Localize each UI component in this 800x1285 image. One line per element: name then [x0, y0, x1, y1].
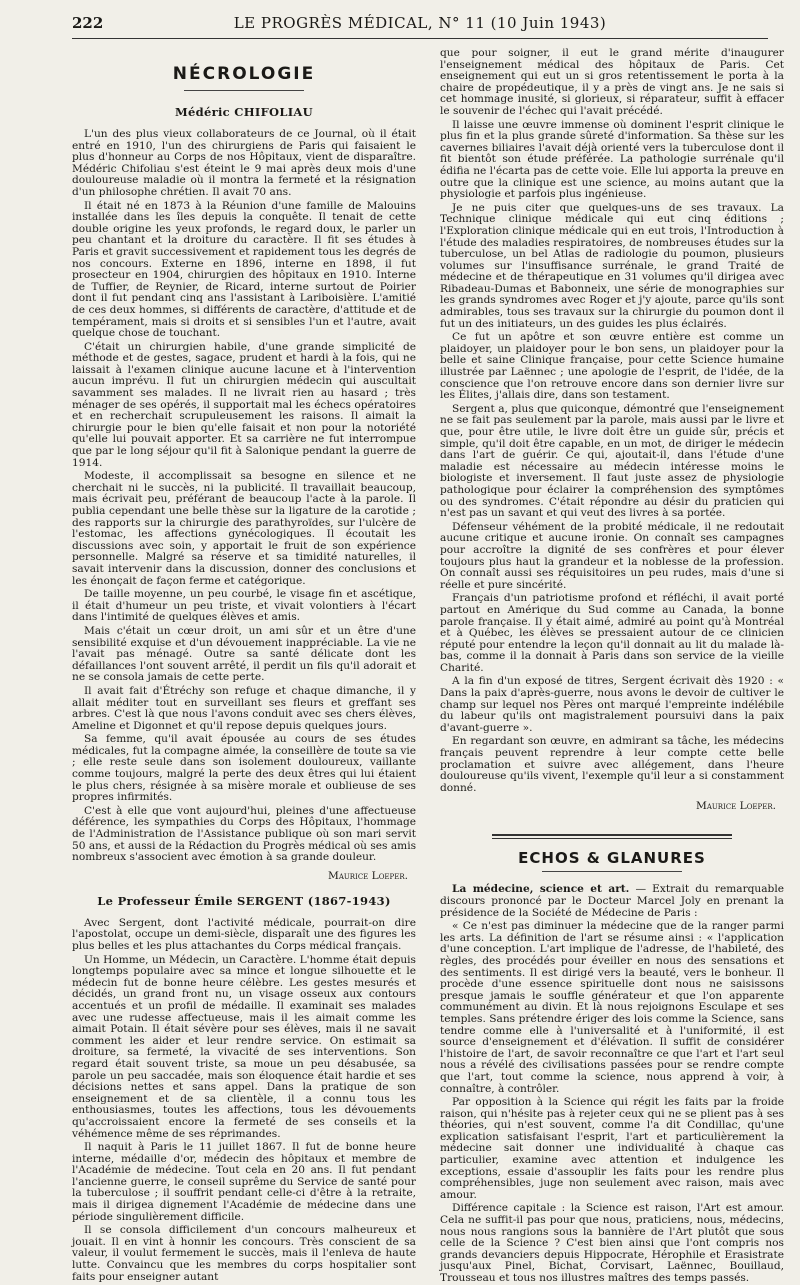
- necrologie-rule: [184, 90, 304, 91]
- paragraph: L'un des plus vieux collaborateurs de ce Journal, où il était entré en 1910, l'un des chirurgiens de Paris qui faisaient le plus d'honneur au Corps de nos Hôpitaux, vient de disparaître. Médéric Chifoliau s'est éteint le 9 mai après deux mois d'une douloureuse maladie où il montra la fermeté et la résignation d'un philosophe chrétien. Il avait 70 ans.: [72, 128, 416, 198]
- paragraph: Sa femme, qu'il avait épousée au cours de ses études médicales, fut la compagne aimée, la conseillère de toute sa vie ; elle reste seule dans son isolement douloureux, vaillante comme toujours, malgré la perte des deux êtres qui lui étaient le plus chers, résignée à sa misère morale et oublieuse de ses propres infirmités.: [72, 733, 416, 804]
- paragraph: Ce fut un apôtre et son œuvre entière est comme un plaidoyer, un plaidoyer pour le bon sens, un plaidoyer pour la belle et saine Clinique française, pour cette Science humaine illustrée par Laënnec ; une apologie de l'esprit, de l'idée, de la conscience que l'on retrouve encore dans son dernier livre sur les Élites, j'allais dire, dans son testament.: [440, 331, 784, 402]
- paragraph: C'est à elle que vont aujourd'hui, pleines d'une affectueuse déférence, les sympathies du Corps des Hôpitaux, l'hommage de l'Administration de l'Assistance publique où son mari servit 50 ans, et aussi de la Rédaction du Progrès médical où ses amis nombreux s'associent avec émotion à sa grande douleur.: [72, 804, 417, 864]
- paragraph: Français d'un patriotisme profond et réfléchi, il avait porté partout en Amérique du Sud comme au Canada, la bonne parole française. Il y était aimé, admiré au point qu'à Montréal et à Québec, les élèves se pressaient autour de ce clinicien réputé pour entendre la leçon qu'il donnait au lit du malade là-bas, comme il la donnait à Paris dans son service de la vieille Charité.: [440, 592, 784, 674]
- paragraph: De taille moyenne, un peu courbé, le visage fin et ascétique, il était d'humeur un peu triste, et vivait volontiers à l'écart dans l'intimité de quelques élèves et amis.: [72, 588, 416, 624]
- necrologie-title: NÉCROLOGIE: [172, 64, 316, 84]
- paragraph: Défenseur véhément de la probité médicale, il ne redoutait aucune critique et aucune ironie. On connaît ses campagnes pour accroître la dignité de ses confrères et pour élever toujours plus haut la grandeur et la noblesse de la profession. On connaît aussi ses réquisitoires un peu rudes, mais d'une si réelle et pure sincérité.: [440, 520, 784, 591]
- article-title-chifoliau: Médéric CHIFOLIAU: [175, 105, 313, 119]
- header-rule: [72, 38, 768, 39]
- signature-loeper: Maurice Loeper.: [327, 869, 408, 882]
- left-column: [72, 48, 417, 1283]
- paragraph: Je ne puis citer que quelques-uns de ses travaux. La Technique clinique médicale qui eut cinq éditions ; l'Exploration clinique médicale qui en eut trois, l'Introduction à l'étude des maladies respiratoires, de nombreuses études sur la tuberculose, un bel Atlas de radiologie du poumon, plusieurs volumes sur l'insuffisance surrénale, le grand Traité de médecine et de thérapeutique en 31 volumes qu'il dirigea avec Ribadeau-Dumas et Babonneix, une série de monographies sur les grands syndromes avec Roger et j'y ajoute, parce qu'ils sont admirables, tous ses travaux sur la chirurgie du poumon dont il fut un des initiateurs, un des guides les plus éclairés.: [440, 201, 784, 330]
- article-title-sergent: Le Professeur Émile SERGENT (1867-1943): [97, 893, 391, 908]
- page-header: [72, 14, 768, 36]
- paragraph: Sergent a, plus que quiconque, démontré que l'enseignement ne se fait pas seulement par la parole, mais aussi par le livre et que, pour être utile, le livre doit être un guide sûr, précis et simple, qu'il doit être capable, en un mot, de diriger le médecin dans l'art de guérir. Ce qui, ajoutait-il, dans l'étude d'une maladie est nécessaire au médecin intéresse moins le biologiste et inversement. Il faut juste assez de physiologie pathologique pour éclairer la compréhension des symptômes ou des syndromes. C'était répondre au désir du praticien qui n'est pas un savant et qui veut des livres à sa portée.: [440, 402, 784, 520]
- right-column: [440, 47, 785, 1284]
- paragraph-text: — Extrait du remarquable discours prononcé par le Docteur Marcel Joly en prenant la présidence de la Société de Médecine de Paris :: [440, 883, 785, 919]
- paragraph: Il se consola difficilement d'un concours malheureux et jouait. Il en vint à honnir les concours. Très conscient de sa valeur, il voulut fermement le succès, mais il l'enleva de haute lutte. Convaincu que les membres du corps hospitalier sont faits pour enseigner autant: [72, 1224, 416, 1283]
- paragraph: Il avait fait d'Étréchy son refuge et chaque dimanche, il y allait méditer tout en surveillant ses fleurs et greffant ses arbres. C'est là que nous l'avons conduit avec ses chers élèves, Ameline et Digonnet et qu'il repose depuis quelques jours.: [72, 684, 416, 732]
- paragraph: C'était un chirurgien habile, d'une grande simplicité de méthode et de gestes, sagace, prudent et hardi à la fois, qui ne laissait à l'examen clinique aucune lacune et à l'intervention aucun imprévu. Il fut un chirurgien médecin qui auscultait savamment ses malades. Il ne livrait rien au hasard ; très ménager de ses opérés, il supportait mal les échecs opératoires et en recherchait scrupuleusement les raisons. Il aimait la chirurgie pour le bien qu'elle faisait et non pour la notoriété qu'elle lui pouvait apporter. Et sa carrière ne fut interrompue que par le long séjour qu'il fit à Salonique pendant la guerre de 1914.: [72, 340, 416, 469]
- paragraph: « Ce n'est pas diminuer la médecine que de la ranger parmi les arts. La définition de l'art se résume ainsi : « l'application d'une conception. L'art implique de l'adresse, de l'habileté, des règles, des procédés pour éveiller en nous des sensations et des sentiments. Il est dirigé vers la beauté, vers le bonheur. Il procède d'une essence spirituelle dont nous ne saisissons presque jamais le souffle générateur et que l'on apparente communément au divin. Et là nous rejoignons Esculape et ses temples. Sans prétendre ériger des lois comme la Science, sans tendre comme elle à l'universalité et à l'uniformité, il est source d'enseignement et d'élévation. Il suffit de considérer l'histoire de l'art, de savoir reconnaître ce que l'art et l'art seul nous a révélé des civilisations passées pour se rendre compte que l'art, tout comme la science, nous apprend à voir, à connaître, à contrôler.: [440, 920, 784, 1095]
- paragraph: Modeste, il accomplissait sa besogne en silence et ne cherchait ni le succès, ni la publicité. Il travaillait beaucoup, mais écrivait peu, préférant de beaucoup l'acte à la parole. Il publia cependant une belle thèse sur la ligature de la carotide ; des rapports sur la chirurgie des parathyroïdes, sur l'ulcère de l'estomac, les affections gynécologiques. Il écoutait les discussions avec soin, y apportait le fruit de son expérience personnelle. Malgré sa réserve et sa timidité naturelles, il savait intervenir dans la discussion, donner des conclusions et les énonçait de façon ferme et catégorique.: [72, 470, 416, 587]
- paragraph: Un Homme, un Médecin, un Caractère. L'homme était depuis longtemps populaire avec sa mince et longue silhouette et le médecin fut de bonne heure célèbre. Les gestes mesurés et décidés, un grand front nu, un visage osseux aux contours accentués et un profil de médaille. Il examinait ses malades avec une rudesse affectueuse, mais il les aimait comme les aimait Potain. Il était sévère pour ses élèves, mais il ne savait comment les aider et leur rendre service. On estimait sa droiture, sa fermeté, la vivacité de ses interventions. Son regard était souvent triste, sa moue un peu désabusée, sa parole un peu saccadée, mais son éloquence était hardie et ses décisions nettes et sans appel. Dans la pratique de son enseignement et de sa clientèle, il a connu tous les enthousiasmes, toutes les affections, tous les dévouements qu'accroissaient encore la fermeté de ses conseils et la véhémence même de ses réprimandes.: [72, 953, 416, 1140]
- echos-rule: [542, 871, 682, 872]
- paragraph: que pour soigner, il eut le grand mérite d'inaugurer l'enseignement médical des hôpitaux de Paris. Cet enseignement qui eut un si gros retentissement le porta à la chaire de propédeutique, il y a près de vingt ans. Je ne sais si cet hommage inusité, si glorieux, si réparateur, suffit à effacer le souvenir de l'échec qui l'avait précédé.: [440, 47, 784, 117]
- page-number: 222: [72, 14, 104, 32]
- echos-title: ECHOS & GLANURES: [518, 849, 706, 868]
- paragraph: Il naquit à Paris le 11 juillet 1867. Il fut de bonne heure interne, médaille d'or, médecin des hôpitaux et membre de l'Académie de médecine. Tout cela en 20 ans. Il fut pendant l'ancienne guerre, le conseil suprême du Service de santé pour la tuberculose ; il souffrit pendant celle-ci d'être à la retraite, mais il dirigea dignement l'Académie de médecine dans une période singulièrement difficile.: [72, 1141, 416, 1223]
- paragraph: Différence capitale : la Science est raison, l'Art est amour. Cela ne suffit-il pas pour que nous, praticiens, nous, médecins, nous nous rangions sous la bannière de l'Art plutôt que sous celle de la Science ? C'est bien ainsi que l'ont compris nos grands devanciers depuis Hippocrate, Hérophile et Erasistrate jusqu'aux Pinel, Bichat, Corvisart, Laënnec, Bouillaud, Trousseau et tous nos illustres maîtres des temps passés.: [440, 1202, 784, 1284]
- paragraph: A la fin d'un exposé de titres, Sergent écrivait dès 1920 : « Dans la paix d'après-guerre, nous avons le devoir de cultiver le champ sur lequel nos Pères ont marqué l'empreinte indélébile du labeur qu'ils ont magistralement poursuivi dans la paix d'avant-guerre ».: [440, 675, 784, 734]
- paragraph: Avec Sergent, dont l'activité médicale, pourrait-on dire l'apostolat, occupe un demi-siècle, disparaît une des figures les plus belles et les plus attachantes du Corps médical français.: [72, 916, 416, 952]
- run-in-heading: La médecine, science et art.: [452, 883, 630, 896]
- paragraph: Il laisse une œuvre immense où dominent l'esprit clinique le plus fin et la plus grande sûreté d'information. Sa thèse sur les cavernes biliaires l'avait déjà orienté vers la tuberculose dont il fit bientôt son étude préférée. La pathologie surrénale qu'il édifia ne l'écarta pas de cette voie. Elle lui apporta la preuve en outre que la clinique est une science, au moins autant que la physiologie et parfois plus ingénieuse.: [440, 118, 784, 201]
- paragraph: Par opposition à la Science qui régit les faits par la froide raison, qui n'hésite pas à rejeter ceux qui ne se plient pas à ses théories, qui n'est souvent, comme l'a dit Condillac, qu'une explication satisfaisant l'esprit, l'art et particulièrement la médecine sait donner une individualité à chaque cas particulier, examine avec attention et indulgence les exceptions, essaie d'assouplir les faits pour les rendre plus compréhensibles, juge non seulement avec raison, mais avec amour.: [440, 1096, 784, 1201]
- signature-loeper: Maurice Loeper.: [695, 800, 776, 813]
- paragraph: [440, 884, 784, 919]
- section-divider: [492, 834, 732, 839]
- paragraph: Mais c'était un cœur droit, un ami sûr et un être d'une sensibilité exquise et d'un dévouement inappréciable. La vie ne l'avait pas ménagé. Outre sa santé délicate dont les défaillances l'ont souvent arrêté, il perdit un fils qu'il adorait et ne se consola jamais de cette perte.: [72, 624, 416, 684]
- paragraph: En regardant son œuvre, en admirant sa tâche, les médecins français peuvent reprendre à leur compte cette belle proclamation et suivre avec allégement, dans l'heure douloureuse qu'ils vivent, l'exemple qu'il leur a si constamment donné.: [440, 735, 784, 794]
- paragraph: Il était né en 1873 à la Réunion d'une famille de Malouins installée dans les îles depuis la conquête. Il tenait de cette double origine les yeux profonds, le regard doux, le parler un peu chantant et la droiture du caractère. Il fit ses études à Paris et gravit successivement et rapidement tous les degrés de nos concours. Externe en 1896, interne en 1898, il fut prosecteur en 1904, chirurgien des hôpitaux en 1910. Interne de Tuffier, de Reynier, de Ricard, interne surtout de Poirier dont il fut pendant cinq ans l'assistant à Lariboisière. L'amitié de ces deux hommes, si différents de caractère, d'attitude et de tempérament, mais si droits et si sensibles l'un et l'autre, avait quelque chose de touchant.: [72, 199, 416, 340]
- journal-title: LE PROGRÈS MÉDICAL, N° 11 (10 Juin 1943): [233, 14, 607, 32]
